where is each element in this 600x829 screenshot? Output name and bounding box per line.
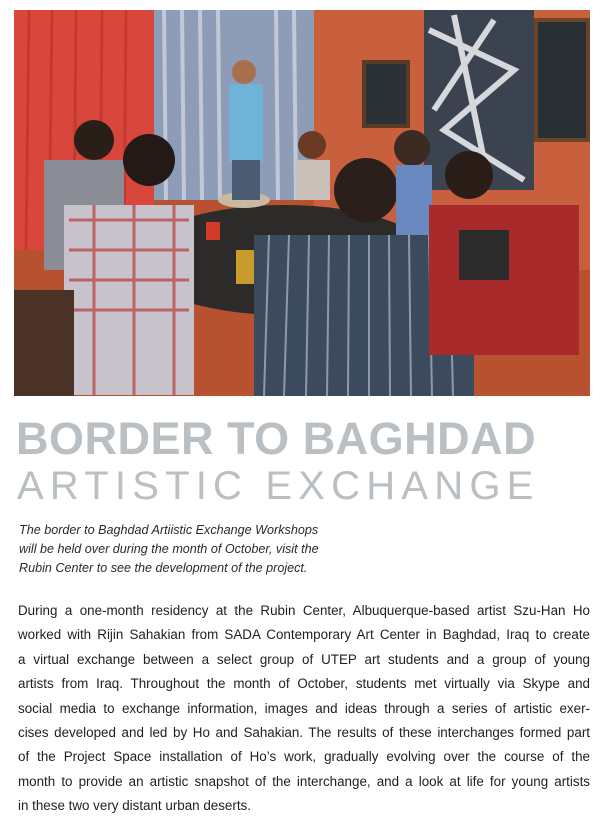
body-line: month to provide an artistic snapshot of the interchange, and a look at life for young artists bbox=[18, 773, 590, 789]
body-line: cises developed and led by Ho and Sahakian. The results of these interchanges formed part bbox=[18, 725, 590, 741]
body-line: of the Project Space installation of Ho’s work, gradually evolving over the course of the bbox=[18, 749, 590, 765]
body-paragraph bbox=[18, 599, 590, 819]
body-line: a virtual exchange between a select group of UTEP art students and a group of young bbox=[18, 651, 590, 667]
body-line: During a one-month residency at the Rubin Center, Albuquerque-based artist Szu-Han Ho bbox=[18, 603, 590, 618]
body-line: worked with Rijin Sahakian from SADA Contemporary Art Center in Baghdad, Iraq to create bbox=[18, 627, 590, 643]
intro-line: Rubin Center to see the development of the project. bbox=[19, 561, 308, 575]
body-line: in these two very distant urban deserts. bbox=[18, 798, 251, 814]
intro-line: will be held over during the month of October, visit the bbox=[19, 542, 319, 556]
body-line: social media to exchange information, images and ideas through a series of artistic exer- bbox=[18, 700, 590, 716]
page-title: BORDER TO BAGHDAD bbox=[16, 413, 537, 464]
page-subtitle: ARTISTIC EXCHANGE bbox=[17, 464, 540, 508]
body-line: artists from Iraq. Throughout the month of October, students met virtually via Skype and bbox=[18, 676, 590, 692]
intro-text bbox=[19, 521, 349, 578]
intro-line: The border to Baghdad Artiistic Exchange Workshops bbox=[19, 523, 319, 537]
workshop-photo bbox=[14, 10, 590, 396]
